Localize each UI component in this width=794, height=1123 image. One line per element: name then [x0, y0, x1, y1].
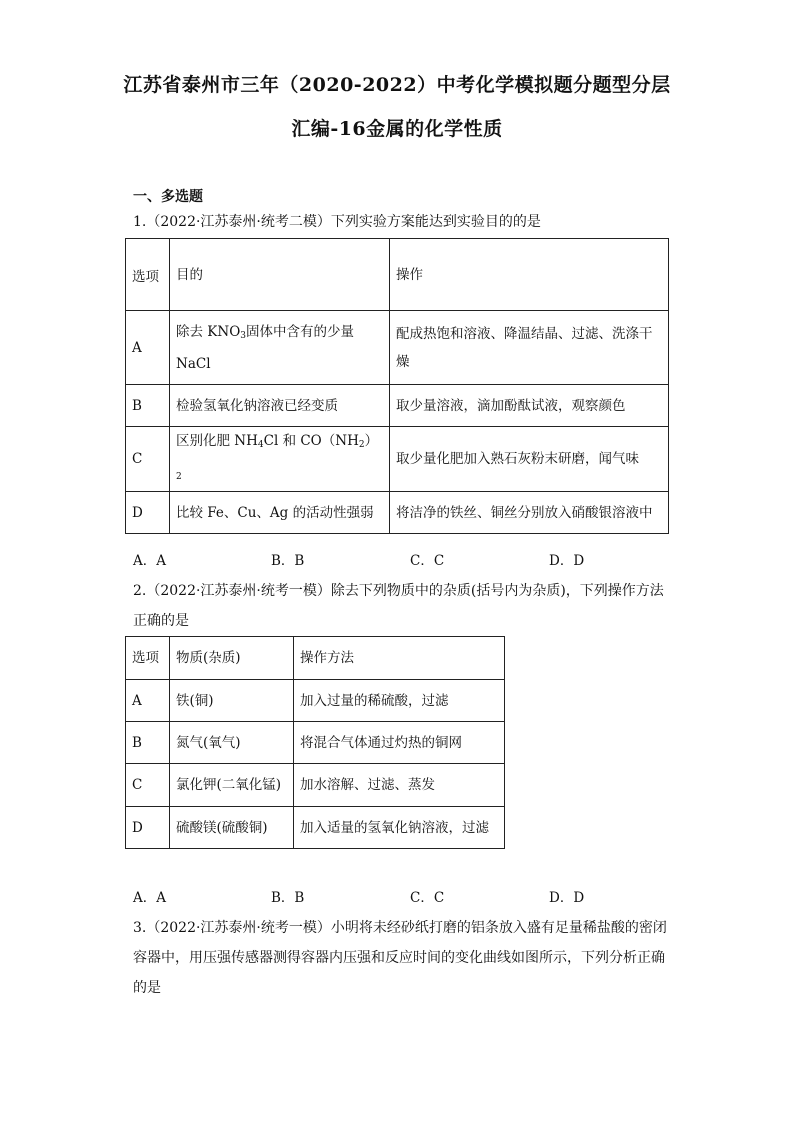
q1-option-d: D．D: [549, 553, 585, 569]
q1-row-c-goal: 区别化肥 $NH_4Cl$ 和 $CO(NH_2)_2$: [170, 427, 390, 492]
q2-option-d: D．D: [549, 890, 585, 906]
q2-row-d-option: D: [126, 807, 170, 849]
q1-row-d-option: D: [126, 492, 170, 534]
table-row: [126, 764, 505, 807]
table-row: [126, 492, 669, 534]
q1-option-c: C．C: [410, 553, 445, 569]
q1-row-b-option: B: [126, 385, 170, 427]
q1-row-c-option: C: [126, 427, 170, 492]
q2-row-b-substance: 氮气(氧气): [170, 722, 294, 764]
q2-row-a-option: A: [126, 680, 170, 722]
section-heading: 一、多选题: [133, 189, 203, 205]
q1-row-c-operation: 取少量化肥加入熟石灰粉末研磨，闻气味: [390, 427, 669, 492]
q2-header-option: 选项: [126, 637, 170, 680]
q1-row-a-goal: 除去 $KNO_3$固体中含有的少量 NaCl: [170, 311, 390, 385]
q1-row-d-goal: 比较 Fe、Cu、Ag 的活动性强弱: [170, 492, 390, 534]
q2-row-a-method: 加入过量的稀硫酸，过滤: [294, 680, 505, 722]
q2-row-c-method: 加水溶解、过滤、蒸发: [294, 764, 505, 807]
q1-table: [125, 238, 669, 534]
table-row: [126, 722, 505, 764]
q2-row-d-substance: 硫酸镁(硫酸铜): [170, 807, 294, 849]
q1-row-a-option: A: [126, 311, 170, 385]
q3-stem: 3.（2022·江苏泰州·统考一模）小明将未经砂纸打磨的铝条放入盛有足量稀盐酸的密闭容器中，用压强传感器测得容器内压强和反应时间的变化曲线如图所示，下列分析正确的是: [133, 920, 667, 996]
q1-table-header: [126, 239, 669, 311]
q1-row-b-operation: 取少量溶液，滴加酚酞试液，观察颜色: [390, 385, 669, 427]
q2-row-b-method: 将混合气体通过灼热的铜网: [294, 722, 505, 764]
q1-stem: 1.（2022·江苏泰州·统考二模）下列实验方案能达到实验目的的是: [133, 214, 541, 230]
table-row: [126, 385, 669, 427]
q1-row-b-goal: 检验氢氧化钠溶液已经变质: [170, 385, 390, 427]
table-row: [126, 807, 505, 849]
q2-stem: 2.（2022·江苏泰州·统考一模）除去下列物质中的杂质(括号内为杂质)，下列操作方法正确的是: [133, 583, 664, 629]
q1-row-d-operation: 将洁净的铁丝、铜丝分别放入硝酸银溶液中: [390, 492, 669, 534]
q2-option-b: B．B: [271, 890, 305, 906]
q2-row-c-option: C: [126, 764, 170, 807]
q2-option-a: A．A: [133, 890, 166, 906]
q2-table: [125, 636, 505, 849]
table-row: [126, 311, 669, 385]
table-row: [126, 680, 505, 722]
q1-header-goal: 目的: [170, 239, 390, 311]
q2-header-substance: 物质(杂质): [170, 637, 294, 680]
q1-row-a-operation: 配成热饱和溶液、降温结晶、过滤、洗涤干燥: [390, 311, 669, 385]
q2-row-d-method: 加入适量的氢氧化钠溶液，过滤: [294, 807, 505, 849]
q1-header-option: 选项: [126, 239, 170, 311]
q1-option-a: A．A: [133, 553, 166, 569]
q2-row-a-substance: 铁(铜): [170, 680, 294, 722]
q2-table-header: [126, 637, 505, 680]
q2-option-c: C．C: [410, 890, 445, 906]
q2-row-b-option: B: [126, 722, 170, 764]
q2-header-method: 操作方法: [294, 637, 505, 680]
table-row: [126, 427, 669, 492]
q1-option-b: B．B: [271, 553, 305, 569]
document-title-line1: 江苏省泰州市三年（2020-2022）中考化学模拟题分题型分层: [123, 74, 671, 96]
q1-header-operation: 操作: [390, 239, 669, 311]
document-title-line2: 汇编-16金属的化学性质: [291, 118, 503, 140]
q2-row-c-substance: 氯化钾(二氧化锰): [170, 764, 294, 807]
